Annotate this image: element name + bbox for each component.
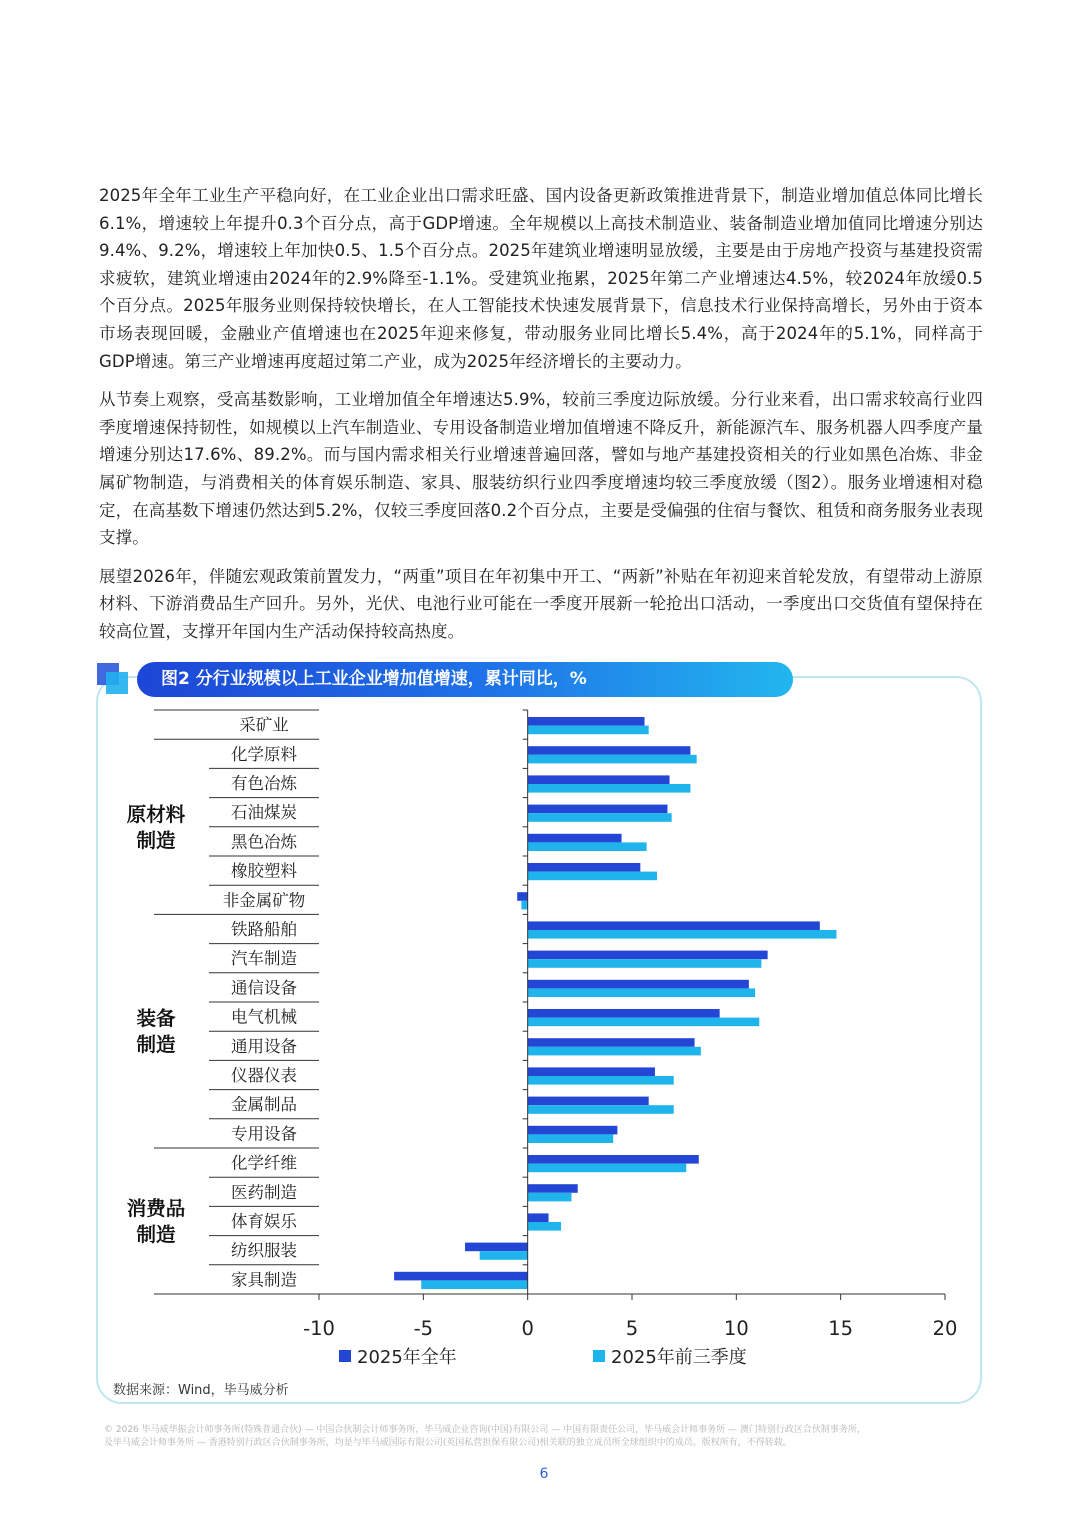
bar-full-year <box>528 1184 578 1193</box>
bar-q1-q3 <box>528 988 755 997</box>
bar-q1-q3 <box>528 1193 572 1202</box>
category-label: 有色冶炼 <box>231 774 297 793</box>
category-label: 橡胶塑料 <box>231 861 297 881</box>
bar-full-year <box>528 1009 720 1018</box>
bar-full-year <box>528 717 645 726</box>
category-label: 非金属矿物 <box>222 890 306 910</box>
paragraph-2: 从节奏上观察，受高基数影响，工业增加值全年增速达5.9%，较前三季度边际放缓。分行业来看，出口需求较高行业四季度增速保持韧性，如规模以上汽车制造业、专用设备制造业增加值增速不降反升，新能源汽车、服务机器人四季度产量增速分别达17.6%、89.2%。而与国内需求相关行业增速普遍回落，譬如与地产基建投资相关的行业如黑色冶炼、非金属矿物制造，与消费相关的体育娱乐制造、家具、服装纺织行业四季度增速均较三季度放缓（图2）。服务业增速相对稳定，在高基数下增速仍然达到5.2%，仅较三季度回落0.2个百分点，主要是受偏强的住宿与餐饮、租赁和商务服务业表现支撑。 <box>99 390 983 548</box>
footer-copyright <box>104 1424 976 1450</box>
figure-title: 图2 分行业规模以上工业企业增加值增速，累计同比，% <box>137 662 793 697</box>
bar-q1-q3 <box>528 1164 687 1173</box>
bar-full-year <box>528 1097 649 1106</box>
bar-q1-q3 <box>528 755 697 764</box>
bar-full-year <box>528 1126 618 1135</box>
category-label: 仪器仪表 <box>231 1066 297 1085</box>
category-label: 采矿业 <box>239 715 289 735</box>
group-label: 装备 <box>136 1007 176 1031</box>
group-label: 制造 <box>136 1223 176 1246</box>
category-label: 体育娱乐 <box>231 1212 297 1231</box>
bar-q1-q3 <box>528 726 649 735</box>
bar-q1-q3 <box>528 872 657 881</box>
category-label: 通信设备 <box>231 978 297 998</box>
x-tick-label: 5 <box>625 1317 639 1340</box>
bar-full-year <box>528 980 749 989</box>
bar-full-year <box>528 805 668 814</box>
category-label: 化学原料 <box>231 744 297 764</box>
paragraph-3: 展望2026年，伴随宏观政策前置发力，“两重”项目在年初集中开工、“两新”补贴在年初迎来首轮发放，有望带动上游原材料、下游消费品生产回升。另外，光伏、电池行业可能在一季度开展新一轮抢出口活动，一季度出口交货值有望保持在较高位置，支撑开年国内生产活动保持较高热度。 <box>99 566 983 641</box>
group-label: 制造 <box>136 828 176 852</box>
x-tick-label: 15 <box>828 1317 854 1340</box>
x-tick-label: 10 <box>723 1317 749 1340</box>
category-label: 家具制造 <box>231 1270 297 1290</box>
bar-full-year <box>528 834 622 843</box>
bar-q1-q3 <box>528 1018 760 1027</box>
bar-q1-q3 <box>528 1047 701 1056</box>
category-label: 金属制品 <box>231 1095 297 1115</box>
bar-q1-q3 <box>528 784 691 793</box>
category-label: 汽车制造 <box>231 949 297 969</box>
legend-label: 2025年全年 <box>357 1347 457 1368</box>
x-tick-label: -5 <box>413 1317 434 1340</box>
bar-q1-q3 <box>480 1251 528 1260</box>
x-tick-label: 0 <box>521 1317 534 1340</box>
bar-full-year <box>465 1243 528 1252</box>
paragraph-1: 2025年全年工业生产平稳向好，在工业企业出口需求旺盛、国内设备更新政策推进背景下，制造业增加值总体同比增长6.1%，增速较上年提升0.3个百分点，高于GDP增速。全年规模以上高技术制造业、装备制造业增加值同比增速分别达9.4%、9.2%，增速较上年加快0.5、1.5个百分点。2025年建筑业增速明显放缓，主要是由于房地产投资与基建投资需求疲软，建筑业增速由2024年的2.9%降至-1.1%。受建筑业拖累，2025年第二产业增速达4.5%，较2024年放缓0.5个百分点。2025年服务业则保持较快增长，在人工智能技术快速发展背景下，信息技术行业保持高增长，另外由于资本市场表现回暖，金融业产值增速也在2025年迎来修复，带动服务业同比增长5.4%，高于2024年的5.1%，同样高于GDP增速。第三产业增速再度超过第二产业，成为2025年经济增长的主要动力。 <box>99 186 983 371</box>
bar-q1-q3 <box>528 1134 614 1143</box>
group-label: 原材料 <box>126 802 186 826</box>
group-label: 制造 <box>136 1033 176 1057</box>
bar-q1-q3 <box>521 901 527 910</box>
bar-full-year <box>528 1038 695 1047</box>
footer-line-1: © 2026 毕马威华振会计师事务所(特殊普通合伙) — 中国合伙制会计师事务所，毕马威企业咨询(中国)有限公司 — 中国有限责任公司，毕马威会计师事务所 — 澳门特别行政区合伙制事务所， <box>104 1425 866 1435</box>
figure-source: 数据来源：Wind，毕马威分析 <box>113 1383 289 1398</box>
bar-full-year <box>528 775 670 784</box>
legend-swatch <box>593 1350 605 1362</box>
bar-q1-q3 <box>528 1105 674 1114</box>
group-label: 消费品 <box>126 1197 186 1220</box>
category-label: 纺织服装 <box>231 1241 297 1261</box>
bar-full-year <box>517 892 527 901</box>
bar-q1-q3 <box>528 959 762 968</box>
category-label: 电气机械 <box>231 1007 297 1027</box>
bar-q1-q3 <box>528 1222 561 1231</box>
x-tick-label: 20 <box>932 1317 958 1340</box>
bar-full-year <box>528 1155 699 1164</box>
bar-full-year <box>528 863 641 872</box>
bar-full-year <box>528 921 820 930</box>
category-label: 通用设备 <box>231 1036 297 1056</box>
legend-label: 2025年前三季度 <box>611 1347 747 1368</box>
category-label: 铁路船舶 <box>231 920 297 939</box>
category-label: 石油煤炭 <box>231 803 297 823</box>
category-label: 化学纤维 <box>231 1153 297 1173</box>
bar-full-year <box>528 746 691 755</box>
bar-full-year <box>528 951 768 960</box>
x-tick-label: -10 <box>303 1317 335 1340</box>
footer-line-2: 及毕马威会计师事务所 — 香港特别行政区合伙制事务所，均是与毕马威国际有限公司(英国私营担保有限公司)相关联的独立成员所全球组织中的成员。版权所有，不得转载。 <box>104 1438 792 1448</box>
category-label: 专用设备 <box>231 1124 297 1144</box>
bar-q1-q3 <box>421 1280 527 1289</box>
category-label: 黑色冶炼 <box>231 832 297 852</box>
bar-full-year <box>528 1067 655 1076</box>
legend-swatch <box>339 1350 351 1362</box>
bar-q1-q3 <box>528 842 647 851</box>
bar-full-year <box>528 1213 549 1222</box>
bar-q1-q3 <box>528 813 672 822</box>
category-label: 医药制造 <box>231 1182 297 1202</box>
bar-full-year <box>394 1272 528 1281</box>
bar-q1-q3 <box>528 1076 674 1085</box>
bar-q1-q3 <box>528 930 837 939</box>
page-number: 6 <box>539 1466 549 1482</box>
